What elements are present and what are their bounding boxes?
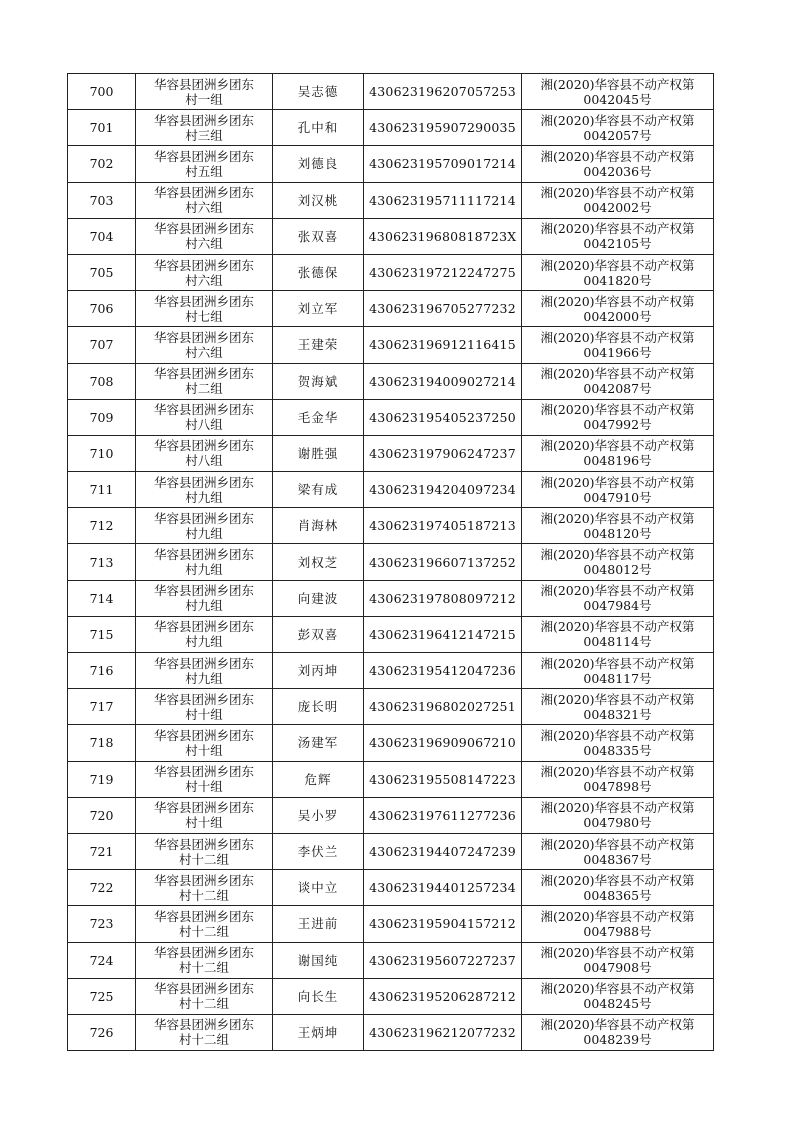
serial-number-cell: 724 xyxy=(68,942,136,978)
address-line-1: 华容县团洲乡团东 xyxy=(153,764,254,780)
certificate-line-1: 湘(2020)华容县不动产权第 xyxy=(540,800,695,816)
table-row xyxy=(68,182,714,218)
id-number-cell: 430623194407247239 xyxy=(364,833,522,869)
serial-number-cell: 726 xyxy=(68,1014,136,1050)
certificate-cell xyxy=(522,797,714,833)
certificate-line-1: 湘(2020)华容县不动产权第 xyxy=(540,366,695,382)
id-number-cell: 430623197405187213 xyxy=(364,508,522,544)
owner-name-cell: 刘立军 xyxy=(273,291,364,327)
certificate-cell xyxy=(522,146,714,182)
address-cell xyxy=(136,978,273,1014)
certificate-line-1: 湘(2020)华容县不动产权第 xyxy=(540,908,695,924)
certificate-cell xyxy=(522,399,714,435)
owner-name-cell: 毛金华 xyxy=(273,399,364,435)
address-line-1: 华容县团洲乡团东 xyxy=(153,438,254,454)
address-line-1: 华容县团洲乡团东 xyxy=(153,510,254,526)
certificate-line-1: 湘(2020)华容县不动产权第 xyxy=(540,257,695,273)
address-cell xyxy=(136,182,273,218)
table-row xyxy=(68,110,714,146)
address-line-1: 华容县团洲乡团东 xyxy=(153,981,254,997)
certificate-cell xyxy=(522,363,714,399)
certificate-line-2: 0048196号 xyxy=(583,453,652,469)
certificate-line-1: 湘(2020)华容县不动产权第 xyxy=(540,438,695,454)
id-number-cell: 430623194204097234 xyxy=(364,472,522,508)
serial-number-cell: 719 xyxy=(68,761,136,797)
address-cell xyxy=(136,110,273,146)
table-row xyxy=(68,616,714,652)
address-line-2: 村八组 xyxy=(185,453,223,469)
table-row xyxy=(68,978,714,1014)
id-number-cell: 430623195907290035 xyxy=(364,110,522,146)
certificate-line-1: 湘(2020)华容县不动产权第 xyxy=(540,727,695,743)
id-number-cell: 430623197808097212 xyxy=(364,580,522,616)
address-line-1: 华容县团洲乡团东 xyxy=(153,1017,254,1033)
certificate-line-2: 0042057号 xyxy=(583,127,652,143)
id-number-cell: 430623194009027214 xyxy=(364,363,522,399)
address-line-2: 村五组 xyxy=(185,163,223,179)
address-cell xyxy=(136,218,273,254)
certificate-line-1: 湘(2020)华容县不动产权第 xyxy=(540,691,695,707)
certificate-line-2: 0048367号 xyxy=(583,851,652,867)
certificate-cell xyxy=(522,435,714,471)
certificate-line-1: 湘(2020)华容县不动产权第 xyxy=(540,148,695,164)
address-line-2: 村九组 xyxy=(185,670,223,686)
certificate-line-1: 湘(2020)华容县不动产权第 xyxy=(540,619,695,635)
certificate-cell xyxy=(522,906,714,942)
table-row xyxy=(68,689,714,725)
serial-number-cell: 701 xyxy=(68,110,136,146)
table-row xyxy=(68,74,714,110)
serial-number-cell: 713 xyxy=(68,544,136,580)
address-line-2: 村十二组 xyxy=(178,851,229,867)
id-number-cell: 430623196705277232 xyxy=(364,291,522,327)
address-line-2: 村六组 xyxy=(185,344,223,360)
certificate-line-1: 湘(2020)华容县不动产权第 xyxy=(540,547,695,563)
certificate-cell xyxy=(522,870,714,906)
table-row xyxy=(68,942,714,978)
table-row xyxy=(68,146,714,182)
address-cell xyxy=(136,472,273,508)
address-cell xyxy=(136,399,273,435)
certificate-line-1: 湘(2020)华容县不动产权第 xyxy=(540,112,695,128)
certificate-cell xyxy=(522,1014,714,1050)
id-number-cell: 430623196207057253 xyxy=(364,74,522,110)
serial-number-cell: 712 xyxy=(68,508,136,544)
address-line-2: 村十组 xyxy=(185,779,223,795)
certificate-line-1: 湘(2020)华容县不动产权第 xyxy=(540,872,695,888)
address-line-2: 村九组 xyxy=(185,598,223,614)
certificate-line-1: 湘(2020)华容县不动产权第 xyxy=(540,185,695,201)
id-number-cell: 430623194401257234 xyxy=(364,870,522,906)
address-line-1: 华容县团洲乡团东 xyxy=(153,402,254,418)
certificate-line-1: 湘(2020)华容县不动产权第 xyxy=(540,981,695,997)
owner-name-cell: 刘权芝 xyxy=(273,544,364,580)
id-number-cell: 430623195405237250 xyxy=(364,399,522,435)
address-cell xyxy=(136,725,273,761)
address-line-1: 华容县团洲乡团东 xyxy=(153,474,254,490)
owner-name-cell: 张德保 xyxy=(273,254,364,290)
certificate-cell xyxy=(522,472,714,508)
address-line-1: 华容县团洲乡团东 xyxy=(153,148,254,164)
owner-name-cell: 刘德良 xyxy=(273,146,364,182)
certificate-line-2: 0048245号 xyxy=(583,996,652,1012)
address-line-1: 华容县团洲乡团东 xyxy=(153,185,254,201)
serial-number-cell: 715 xyxy=(68,616,136,652)
certificate-line-1: 湘(2020)华容县不动产权第 xyxy=(540,1017,695,1033)
certificate-line-2: 0042036号 xyxy=(583,163,652,179)
certificate-line-2: 0048120号 xyxy=(583,525,652,541)
certificate-cell xyxy=(522,616,714,652)
certificate-cell xyxy=(522,218,714,254)
certificate-line-1: 湘(2020)华容县不动产权第 xyxy=(540,221,695,237)
certificate-line-2: 0042000号 xyxy=(583,308,652,324)
owner-name-cell: 向长生 xyxy=(273,978,364,1014)
address-cell xyxy=(136,508,273,544)
address-line-1: 华容县团洲乡团东 xyxy=(153,836,254,852)
id-number-cell: 430623196607137252 xyxy=(364,544,522,580)
registry-table xyxy=(67,73,714,1051)
certificate-line-2: 0047984号 xyxy=(583,598,652,614)
address-line-2: 村六组 xyxy=(185,200,223,216)
serial-number-cell: 721 xyxy=(68,833,136,869)
owner-name-cell: 汤建军 xyxy=(273,725,364,761)
certificate-line-1: 湘(2020)华容县不动产权第 xyxy=(540,329,695,345)
id-number-cell: 430623195412047236 xyxy=(364,653,522,689)
address-cell xyxy=(136,146,273,182)
address-line-1: 华容县团洲乡团东 xyxy=(153,293,254,309)
address-line-2: 村十二组 xyxy=(178,887,229,903)
address-cell xyxy=(136,254,273,290)
serial-number-cell: 725 xyxy=(68,978,136,1014)
table-row xyxy=(68,435,714,471)
table-row xyxy=(68,1014,714,1050)
address-line-2: 村一组 xyxy=(185,91,223,107)
id-number-cell: 430623195709017214 xyxy=(364,146,522,182)
address-line-1: 华容县团洲乡团东 xyxy=(153,619,254,635)
certificate-cell xyxy=(522,761,714,797)
table-row xyxy=(68,254,714,290)
owner-name-cell: 吴小罗 xyxy=(273,797,364,833)
owner-name-cell: 孔中和 xyxy=(273,110,364,146)
owner-name-cell: 张双喜 xyxy=(273,218,364,254)
address-cell xyxy=(136,870,273,906)
address-line-1: 华容县团洲乡团东 xyxy=(153,800,254,816)
address-cell xyxy=(136,689,273,725)
serial-number-cell: 708 xyxy=(68,363,136,399)
certificate-line-2: 0042105号 xyxy=(583,236,652,252)
address-line-1: 华容县团洲乡团东 xyxy=(153,76,254,92)
table-row xyxy=(68,580,714,616)
table-row xyxy=(68,725,714,761)
id-number-cell: 430623197212247275 xyxy=(364,254,522,290)
certificate-cell xyxy=(522,254,714,290)
address-line-1: 华容县团洲乡团东 xyxy=(153,872,254,888)
address-line-2: 村八组 xyxy=(185,417,223,433)
serial-number-cell: 706 xyxy=(68,291,136,327)
address-line-2: 村七组 xyxy=(185,308,223,324)
certificate-line-1: 湘(2020)华容县不动产权第 xyxy=(540,583,695,599)
serial-number-cell: 703 xyxy=(68,182,136,218)
certificate-line-2: 0042002号 xyxy=(583,200,652,216)
certificate-cell xyxy=(522,544,714,580)
certificate-line-2: 0048012号 xyxy=(583,562,652,578)
id-number-cell: 430623195206287212 xyxy=(364,978,522,1014)
serial-number-cell: 717 xyxy=(68,689,136,725)
table-row xyxy=(68,653,714,689)
address-line-1: 华容县团洲乡团东 xyxy=(153,655,254,671)
certificate-line-2: 0042087号 xyxy=(583,381,652,397)
certificate-line-2: 0048114号 xyxy=(583,634,652,650)
address-line-2: 村二组 xyxy=(185,381,223,397)
owner-name-cell: 谈中立 xyxy=(273,870,364,906)
certificate-cell xyxy=(522,327,714,363)
address-line-1: 华容县团洲乡团东 xyxy=(153,366,254,382)
certificate-line-2: 0047992号 xyxy=(583,417,652,433)
certificate-line-2: 0048239号 xyxy=(583,1032,652,1048)
address-cell xyxy=(136,1014,273,1050)
certificate-cell xyxy=(522,182,714,218)
table-row xyxy=(68,327,714,363)
registry-table-body xyxy=(68,74,714,1051)
certificate-cell xyxy=(522,653,714,689)
table-row xyxy=(68,797,714,833)
address-cell xyxy=(136,797,273,833)
certificate-line-2: 0048335号 xyxy=(583,742,652,758)
table-row xyxy=(68,761,714,797)
id-number-cell: 430623196912116415 xyxy=(364,327,522,363)
address-cell xyxy=(136,544,273,580)
address-cell xyxy=(136,363,273,399)
serial-number-cell: 718 xyxy=(68,725,136,761)
address-cell xyxy=(136,942,273,978)
certificate-line-2: 0041966号 xyxy=(583,344,652,360)
certificate-cell xyxy=(522,74,714,110)
serial-number-cell: 720 xyxy=(68,797,136,833)
certificate-cell xyxy=(522,110,714,146)
address-line-1: 华容县团洲乡团东 xyxy=(153,908,254,924)
serial-number-cell: 723 xyxy=(68,906,136,942)
serial-number-cell: 702 xyxy=(68,146,136,182)
certificate-line-1: 湘(2020)华容县不动产权第 xyxy=(540,76,695,92)
serial-number-cell: 705 xyxy=(68,254,136,290)
address-line-2: 村十二组 xyxy=(178,1032,229,1048)
id-number-cell: 430623196412147215 xyxy=(364,616,522,652)
certificate-line-1: 湘(2020)华容县不动产权第 xyxy=(540,402,695,418)
address-line-2: 村九组 xyxy=(185,525,223,541)
certificate-line-1: 湘(2020)华容县不动产权第 xyxy=(540,474,695,490)
id-number-cell: 430623195711117214 xyxy=(364,182,522,218)
owner-name-cell: 王进前 xyxy=(273,906,364,942)
address-cell xyxy=(136,653,273,689)
address-line-1: 华容县团洲乡团东 xyxy=(153,691,254,707)
serial-number-cell: 711 xyxy=(68,472,136,508)
address-line-1: 华容县团洲乡团东 xyxy=(153,257,254,273)
address-line-2: 村三组 xyxy=(185,127,223,143)
certificate-line-2: 0041820号 xyxy=(583,272,652,288)
address-cell xyxy=(136,906,273,942)
owner-name-cell: 李伏兰 xyxy=(273,833,364,869)
certificate-line-2: 0048365号 xyxy=(583,887,652,903)
address-line-1: 华容县团洲乡团东 xyxy=(153,329,254,345)
address-line-2: 村六组 xyxy=(185,236,223,252)
serial-number-cell: 700 xyxy=(68,74,136,110)
owner-name-cell: 彭双喜 xyxy=(273,616,364,652)
table-row xyxy=(68,399,714,435)
address-cell xyxy=(136,761,273,797)
owner-name-cell: 向建波 xyxy=(273,580,364,616)
owner-name-cell: 危辉 xyxy=(273,761,364,797)
certificate-cell xyxy=(522,978,714,1014)
address-cell xyxy=(136,833,273,869)
serial-number-cell: 716 xyxy=(68,653,136,689)
address-cell xyxy=(136,580,273,616)
certificate-cell xyxy=(522,942,714,978)
table-row xyxy=(68,833,714,869)
owner-name-cell: 梁有成 xyxy=(273,472,364,508)
certificate-line-2: 0048117号 xyxy=(583,670,652,686)
address-line-1: 华容县团洲乡团东 xyxy=(153,583,254,599)
address-line-1: 华容县团洲乡团东 xyxy=(153,727,254,743)
certificate-cell xyxy=(522,291,714,327)
certificate-line-2: 0047898号 xyxy=(583,779,652,795)
serial-number-cell: 714 xyxy=(68,580,136,616)
serial-number-cell: 704 xyxy=(68,218,136,254)
certificate-line-1: 湘(2020)华容县不动产权第 xyxy=(540,510,695,526)
id-number-cell: 430623196802027251 xyxy=(364,689,522,725)
table-row xyxy=(68,363,714,399)
certificate-line-2: 0047908号 xyxy=(583,960,652,976)
address-line-1: 华容县团洲乡团东 xyxy=(153,112,254,128)
id-number-cell: 430623197906247237 xyxy=(364,435,522,471)
owner-name-cell: 庞长明 xyxy=(273,689,364,725)
certificate-cell xyxy=(522,580,714,616)
table-row xyxy=(68,291,714,327)
address-cell xyxy=(136,616,273,652)
certificate-line-1: 湘(2020)华容县不动产权第 xyxy=(540,655,695,671)
serial-number-cell: 710 xyxy=(68,435,136,471)
owner-name-cell: 王建荣 xyxy=(273,327,364,363)
owner-name-cell: 刘汉桃 xyxy=(273,182,364,218)
address-line-2: 村十组 xyxy=(185,742,223,758)
certificate-cell xyxy=(522,508,714,544)
certificate-line-2: 0047910号 xyxy=(583,489,652,505)
address-line-2: 村十二组 xyxy=(178,960,229,976)
owner-name-cell: 吴志德 xyxy=(273,74,364,110)
address-line-2: 村九组 xyxy=(185,562,223,578)
certificate-line-1: 湘(2020)华容县不动产权第 xyxy=(540,764,695,780)
address-cell xyxy=(136,291,273,327)
address-line-1: 华容县团洲乡团东 xyxy=(153,945,254,961)
table-row xyxy=(68,508,714,544)
id-number-cell: 43062319680818723X xyxy=(364,218,522,254)
table-row xyxy=(68,218,714,254)
certificate-line-1: 湘(2020)华容县不动产权第 xyxy=(540,945,695,961)
table-row xyxy=(68,544,714,580)
address-cell xyxy=(136,74,273,110)
certificate-line-2: 0048321号 xyxy=(583,706,652,722)
certificate-line-1: 湘(2020)华容县不动产权第 xyxy=(540,836,695,852)
owner-name-cell: 贺海斌 xyxy=(273,363,364,399)
serial-number-cell: 707 xyxy=(68,327,136,363)
address-cell xyxy=(136,327,273,363)
certificate-cell xyxy=(522,725,714,761)
certificate-line-1: 湘(2020)华容县不动产权第 xyxy=(540,293,695,309)
certificate-line-2: 0047980号 xyxy=(583,815,652,831)
table-row xyxy=(68,870,714,906)
address-line-1: 华容县团洲乡团东 xyxy=(153,221,254,237)
owner-name-cell: 刘丙坤 xyxy=(273,653,364,689)
owner-name-cell: 谢国纯 xyxy=(273,942,364,978)
id-number-cell: 430623197611277236 xyxy=(364,797,522,833)
table-row xyxy=(68,472,714,508)
certificate-line-2: 0047988号 xyxy=(583,923,652,939)
address-line-2: 村九组 xyxy=(185,634,223,650)
address-line-2: 村六组 xyxy=(185,272,223,288)
table-row xyxy=(68,906,714,942)
address-line-2: 村十二组 xyxy=(178,996,229,1012)
address-line-2: 村十组 xyxy=(185,706,223,722)
serial-number-cell: 722 xyxy=(68,870,136,906)
address-line-2: 村十组 xyxy=(185,815,223,831)
address-line-1: 华容县团洲乡团东 xyxy=(153,547,254,563)
id-number-cell: 430623196909067210 xyxy=(364,725,522,761)
id-number-cell: 430623195508147223 xyxy=(364,761,522,797)
certificate-cell xyxy=(522,833,714,869)
certificate-cell xyxy=(522,689,714,725)
serial-number-cell: 709 xyxy=(68,399,136,435)
id-number-cell: 430623195607227237 xyxy=(364,942,522,978)
address-cell xyxy=(136,435,273,471)
address-line-2: 村十二组 xyxy=(178,923,229,939)
certificate-line-2: 0042045号 xyxy=(583,91,652,107)
id-number-cell: 430623196212077232 xyxy=(364,1014,522,1050)
address-line-2: 村九组 xyxy=(185,489,223,505)
id-number-cell: 430623195904157212 xyxy=(364,906,522,942)
owner-name-cell: 王炳坤 xyxy=(273,1014,364,1050)
owner-name-cell: 谢胜强 xyxy=(273,435,364,471)
owner-name-cell: 肖海林 xyxy=(273,508,364,544)
